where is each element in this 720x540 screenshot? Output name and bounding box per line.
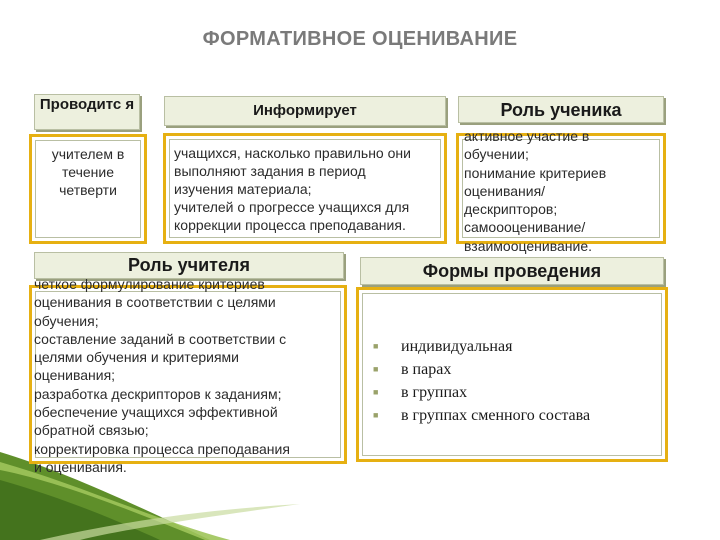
text-line: обучения; xyxy=(34,312,99,329)
text-line: понимание критериев xyxy=(464,164,607,181)
informs-box xyxy=(163,133,447,244)
text-line: взаимооценивание. xyxy=(464,237,592,254)
text-line: четверти xyxy=(59,182,117,198)
list-item xyxy=(373,358,663,381)
list-item xyxy=(373,381,663,404)
forms-list xyxy=(373,335,663,427)
text-line: обучении; xyxy=(464,146,529,163)
text-line: корректировка процесса преподавания xyxy=(34,440,290,457)
informs-text xyxy=(174,144,444,234)
list-item xyxy=(373,335,663,358)
bullet-icon: ■ xyxy=(373,387,379,397)
header-forms-text: Формы проведения xyxy=(422,261,602,281)
list-item-label: в парах xyxy=(401,361,452,378)
text-line: учителей о прогрессе учащихся для xyxy=(174,199,410,215)
teacher-role-text xyxy=(34,275,346,476)
list-item-label: индивидуальная xyxy=(401,338,513,355)
conducts-box xyxy=(29,134,147,244)
list-item xyxy=(373,404,663,427)
bullet-icon: ■ xyxy=(373,364,379,374)
student-role-box xyxy=(456,128,666,254)
header-conducts-text: Проводитс я xyxy=(39,96,135,113)
header-student-role-text: Роль ученика xyxy=(500,100,622,120)
text-line: течение xyxy=(62,164,114,180)
list-item-label: в группах xyxy=(401,384,468,401)
text-line: изучения материала; xyxy=(174,181,312,197)
text-line: учителем в xyxy=(51,146,125,162)
student-role-text xyxy=(464,127,664,255)
text-line: дескрипторов; xyxy=(464,201,558,218)
header-forms xyxy=(360,257,664,285)
text-line: выполняют задания в период xyxy=(174,163,366,179)
header-conducts xyxy=(34,94,140,130)
header-informs-text: Информирует xyxy=(253,102,357,119)
text-line: коррекции процесса преподавания. xyxy=(174,217,406,233)
text-line: оценивания в соответствии с целями xyxy=(34,294,276,311)
text-line: четкое формулирование критериев xyxy=(34,276,265,292)
text-line: учащихся, насколько правильно они xyxy=(174,145,411,161)
text-line: оценивания/ xyxy=(464,182,546,199)
text-line: оценивания; xyxy=(34,367,116,384)
text-line: обеспечение учащихся эффективной xyxy=(34,404,278,421)
text-line: самоооценивание/ xyxy=(464,219,586,236)
page-title: ФОРМАТИВНОЕ ОЦЕНИВАНИЕ xyxy=(202,28,518,50)
header-student-role xyxy=(458,96,664,123)
header-teacher-role-text: Роль учителя xyxy=(128,255,250,275)
text-line: составление заданий в соответствии с xyxy=(34,330,287,347)
header-informs xyxy=(164,96,446,126)
list-item-label: в группах сменного состава xyxy=(401,407,591,424)
conducts-text xyxy=(38,145,138,199)
text-line: активное участие в xyxy=(464,128,590,144)
text-line: обратной связью; xyxy=(34,422,149,439)
text-line: разработка дескрипторов к заданиям; xyxy=(34,385,282,402)
bullet-icon: ■ xyxy=(373,410,379,420)
text-line: целями обучения и критериями xyxy=(34,349,239,366)
forms-box xyxy=(356,287,668,462)
bullet-icon: ■ xyxy=(373,341,379,351)
text-line: и оценивания. xyxy=(34,458,127,475)
